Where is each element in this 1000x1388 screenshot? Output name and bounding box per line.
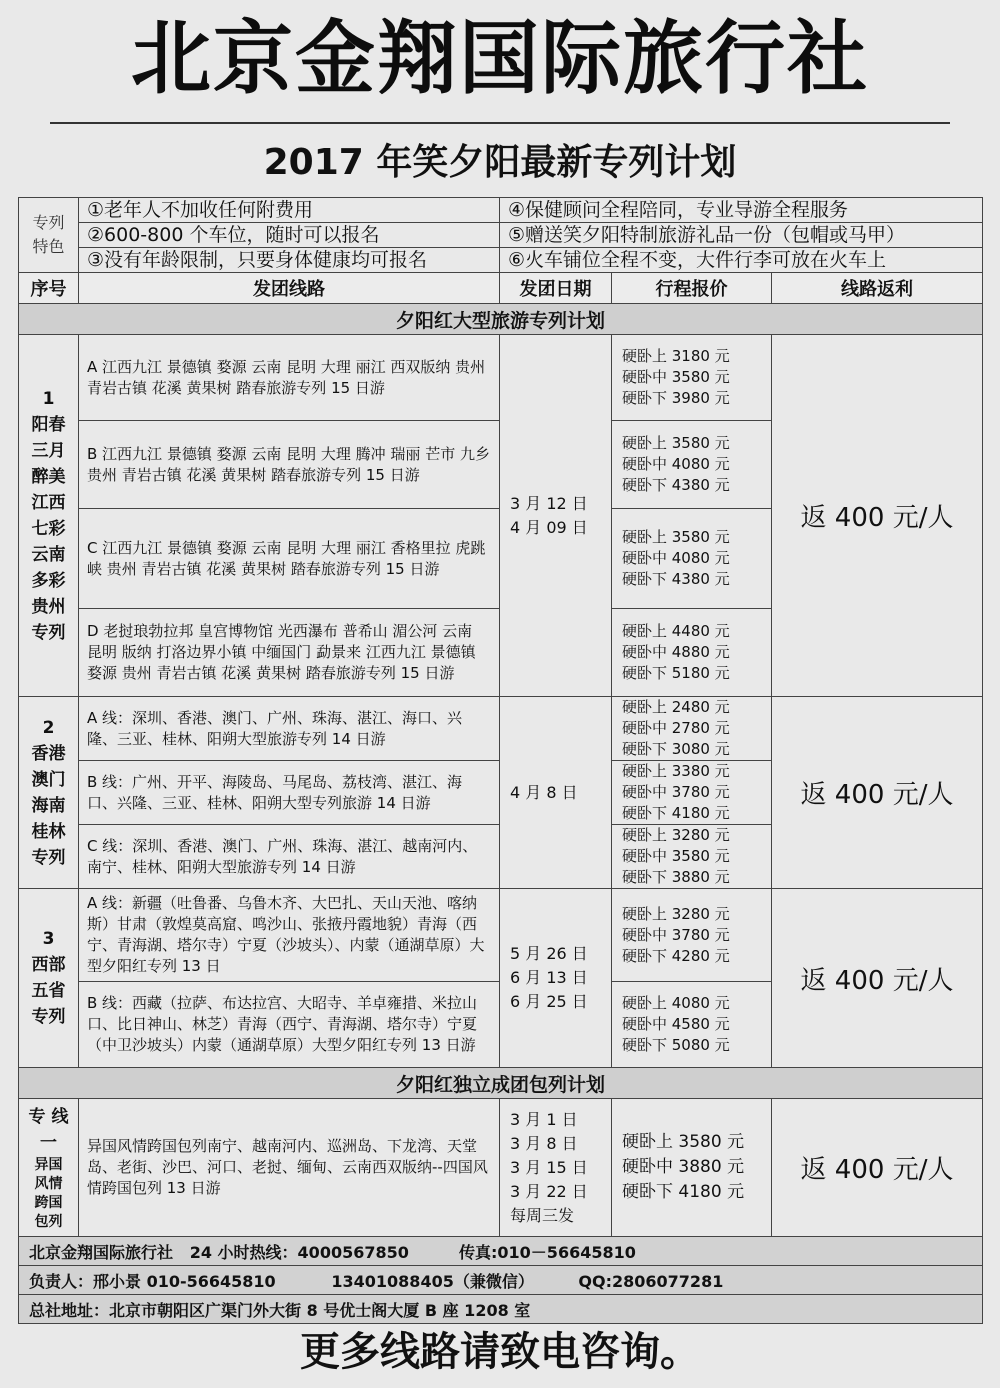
column-header: 序号 — [19, 273, 79, 304]
departure-date: 5 月 26 日 — [510, 944, 588, 963]
price-item: 硬卧下 4280 元 — [622, 946, 730, 965]
price-list — [612, 982, 772, 1068]
column-header: 线路返利 — [772, 273, 983, 304]
price-item: 硬卧中 3580 元 — [622, 368, 730, 386]
route-description: D 老挝琅勃拉邦 皇宫博物馆 光西瀑布 普希山 湄公河 云南 昆明 版纳 打洛边界小镇 中缅国门 勐景来 江西九江 景德镇 婺源 贵州 青岩古镇 花溪 黄果树 踏春旅游专列 15 日游 — [79, 609, 500, 697]
section-title: 夕阳红大型旅游专列计划 — [19, 304, 983, 335]
column-header: 发团日期 — [500, 273, 612, 304]
price-item: 硬卧中 4080 元 — [622, 455, 730, 473]
departure-date: 每周三发 — [510, 1205, 575, 1225]
price-item: 硬卧中 4880 元 — [622, 643, 730, 661]
route-description: C 线：深圳、香港、澳门、广州、珠海、湛江、越南河内、南宁、桂林、阳朔大型旅游专列 14 日游 — [79, 825, 500, 889]
feature-item: ⑤赠送笑夕阳特制旅游礼品一份（包帽或马甲） — [500, 223, 983, 248]
price-list — [612, 697, 772, 761]
section-band-row — [19, 1068, 983, 1099]
price-item: 硬卧中 4580 元 — [622, 1015, 730, 1033]
contact-slogan: 更多线路请致电咨询。 — [300, 1329, 700, 1375]
group-label — [19, 889, 79, 1068]
group-label-line: 跨国 — [34, 1194, 63, 1211]
group-label-line: 澳门 — [31, 769, 66, 790]
column-header: 发团线路 — [79, 273, 500, 304]
feature-row — [19, 223, 983, 248]
feature-label — [19, 198, 79, 273]
price-item: 硬卧上 4480 元 — [622, 622, 730, 640]
title-divider — [50, 122, 950, 124]
departure-date: 6 月 25 日 — [510, 992, 588, 1011]
departure-dates — [500, 889, 612, 1068]
group-label-line: 2 — [42, 717, 55, 738]
feature-item: ②600-800 个车位，随时可以报名 — [79, 223, 500, 248]
group-label — [19, 335, 79, 697]
price-item: 硬卧下 3080 元 — [622, 740, 730, 758]
price-item: 硬卧中 4080 元 — [622, 549, 730, 567]
feature-item: ①老年人不加收任何附费用 — [79, 198, 500, 223]
price-item: 硬卧上 3280 元 — [622, 904, 730, 923]
price-item: 硬卧中 3880 元 — [622, 1157, 745, 1177]
feature-item: ③没有年龄限制，只要身体健康均可报名 — [79, 248, 500, 273]
price-item: 硬卧上 3580 元 — [622, 528, 730, 546]
feature-row — [19, 198, 983, 223]
group-label-line: 专列 — [31, 622, 66, 643]
group-label-line: 阳春 — [31, 414, 66, 435]
group-label-line: 桂林 — [31, 821, 66, 842]
price-item: 硬卧中 3580 元 — [622, 847, 730, 865]
price-list — [612, 609, 772, 697]
price-item: 硬卧下 4180 元 — [622, 804, 730, 822]
group-label-line: 五省 — [31, 981, 66, 1001]
departure-date: 4 月 09 日 — [510, 517, 588, 537]
group-label-line: 西部 — [31, 955, 66, 975]
route-description: B 江西九江 景德镇 婺源 云南 昆明 大理 腾冲 瑞丽 芒市 九乡 贵州 青岩古镇 花溪 黄果树 踏春旅游专列 15 日游 — [79, 421, 500, 509]
group-label — [19, 697, 79, 889]
rebate-amount: 返 400 元/人 — [772, 1099, 983, 1237]
route-row — [19, 697, 983, 761]
section-band-row — [19, 304, 983, 335]
footer-row — [19, 1295, 983, 1324]
departure-date: 3 月 1 日 — [510, 1109, 578, 1129]
group-label-line: 多彩 — [31, 570, 66, 591]
group-label — [19, 1099, 79, 1237]
group-label-line: 专列 — [31, 1007, 66, 1027]
price-list — [612, 1099, 772, 1237]
footer-row — [19, 1237, 983, 1266]
footer-row — [19, 1266, 983, 1295]
price-item: 硬卧下 4380 元 — [622, 570, 730, 588]
departure-date: 3 月 12 日 — [510, 493, 588, 513]
departure-date: 3 月 15 日 — [510, 1157, 588, 1177]
price-item: 硬卧下 3880 元 — [622, 868, 730, 886]
price-item: 硬卧上 3180 元 — [622, 347, 730, 365]
group-label-line: 风情 — [34, 1175, 63, 1192]
price-list — [612, 421, 772, 509]
price-list — [612, 509, 772, 609]
departure-dates — [500, 335, 612, 697]
rebate-amount: 返 400 元/人 — [772, 889, 983, 1068]
route-description: A 线：深圳、香港、澳门、广州、珠海、湛江、海口、兴隆、三亚、桂林、阳朔大型旅游专列 14 日游 — [79, 697, 500, 761]
group-label-line: 异国 — [34, 1156, 63, 1173]
price-item: 硬卧上 2480 元 — [622, 698, 730, 716]
price-item: 硬卧上 3580 元 — [622, 434, 730, 452]
price-item: 硬卧上 3280 元 — [622, 826, 730, 844]
plan-subtitle: 2017 年笑夕阳最新专列计划 — [263, 142, 737, 183]
price-list — [612, 761, 772, 825]
price-item: 硬卧上 4080 元 — [622, 994, 730, 1012]
group-label-line: 专列 — [31, 847, 66, 868]
route-description: C 江西九江 景德镇 婺源 云南 昆明 大理 丽江 香格里拉 虎跳峡 贵州 青岩古镇 花溪 黄果树 踏春旅游专列 15 日游 — [79, 509, 500, 609]
group-label-line: 1 — [42, 388, 55, 409]
departure-date: 3 月 22 日 — [510, 1181, 588, 1201]
route-description: A 线：新疆（吐鲁番、乌鲁木齐、大巴扎、天山天池、喀纳斯）甘肃（敦煌莫高窟、鸣沙山、张掖丹霞地貌）青海（西宁、青海湖、塔尔寺）宁夏（沙坡头）、内蒙（通湖草原）大型夕阳红专列 13 日 — [79, 889, 500, 982]
column-header: 行程报价 — [612, 273, 772, 304]
group-label-line: 江西 — [31, 492, 66, 513]
rebate-amount: 返 400 元/人 — [772, 697, 983, 889]
departure-dates — [500, 1099, 612, 1237]
price-item: 硬卧下 3980 元 — [622, 389, 730, 407]
route-description: B 线：西藏（拉萨、布达拉宫、大昭寺、羊卓雍措、米拉山口、比日神山、林芝）青海（西宁、青海湖、塔尔寺）宁夏（中卫沙坡头）内蒙（通湖草原）大型夕阳红专列 13 日游 — [79, 982, 500, 1068]
price-item: 硬卧下 4380 元 — [622, 476, 730, 494]
rebate-amount: 返 400 元/人 — [772, 335, 983, 697]
price-item: 硬卧中 3780 元 — [622, 925, 730, 944]
column-header-row — [19, 273, 983, 304]
contact-info-line: 北京金翔国际旅行社 24 小时热线：4000567850 传真:010－56645810 — [19, 1237, 983, 1266]
departure-date: 6 月 13 日 — [510, 968, 588, 987]
route-row — [19, 889, 983, 982]
section-title: 夕阳红独立成团包列计划 — [19, 1068, 983, 1099]
group-label-line: 专 线 — [28, 1106, 69, 1127]
price-item: 硬卧中 2780 元 — [622, 719, 730, 737]
contact-info-line: 总社地址：北京市朝阳区广渠门外大街 8 号优士阁大厦 B 座 1208 室 — [19, 1295, 983, 1324]
route-description: B 线：广州、开平、海陵岛、马尾岛、荔枝湾、湛江、海口、兴隆、三亚、桂林、阳朔大型专列旅游 14 日游 — [79, 761, 500, 825]
group-label-line: 七彩 — [31, 518, 66, 539]
feature-item: ④保健顾问全程陪同，专业导游全程服务 — [500, 198, 983, 223]
departure-date: 4 月 8 日 — [510, 782, 578, 802]
price-item: 硬卧下 4180 元 — [622, 1182, 745, 1202]
agency-title: 北京金翔国际旅行社 — [131, 12, 869, 105]
departure-date: 3 月 8 日 — [510, 1133, 578, 1153]
price-item: 硬卧上 3580 元 — [622, 1132, 745, 1152]
group-label-line: 贵州 — [31, 596, 66, 617]
feature-label-line: 特色 — [32, 237, 65, 256]
departure-dates — [500, 697, 612, 889]
group-label-line: 三月 — [31, 440, 66, 461]
group-label-line: 香港 — [31, 743, 66, 764]
feature-label-line: 专列 — [32, 213, 65, 232]
contact-info-line: 负责人：邢小景 010-56645810 13401088405（兼微信） QQ:2806077281 — [19, 1266, 983, 1295]
price-item: 硬卧中 3780 元 — [622, 783, 730, 801]
route-row — [19, 1099, 983, 1237]
feature-row — [19, 248, 983, 273]
price-item: 硬卧上 3380 元 — [622, 762, 730, 780]
group-label-line: 3 — [42, 929, 55, 949]
price-list — [612, 335, 772, 421]
price-item: 硬卧下 5080 元 — [622, 1036, 730, 1054]
group-label-line: 海南 — [31, 795, 66, 816]
group-label-line: 醉美 — [31, 466, 66, 487]
route-row — [19, 335, 983, 421]
schedule-table — [18, 197, 983, 1324]
group-label-line: 一 — [40, 1132, 57, 1153]
price-list — [612, 889, 772, 982]
group-label-line: 包列 — [34, 1213, 63, 1230]
route-description: 异国风情跨国包列南宁、越南河内、巡洲岛、下龙湾、天堂岛、老街、沙巴、河口、老挝、缅甸、云南西双版纳--四国风情跨国包列 13 日游 — [79, 1099, 500, 1237]
group-label-line: 云南 — [31, 544, 66, 565]
route-description: A 江西九江 景德镇 婺源 云南 昆明 大理 丽江 西双版纳 贵州 青岩古镇 花溪 黄果树 踏春旅游专列 15 日游 — [79, 335, 500, 421]
feature-item: ⑥火车铺位全程不变，大件行李可放在火车上 — [500, 248, 983, 273]
price-item: 硬卧下 5180 元 — [622, 664, 730, 682]
price-list — [612, 825, 772, 889]
